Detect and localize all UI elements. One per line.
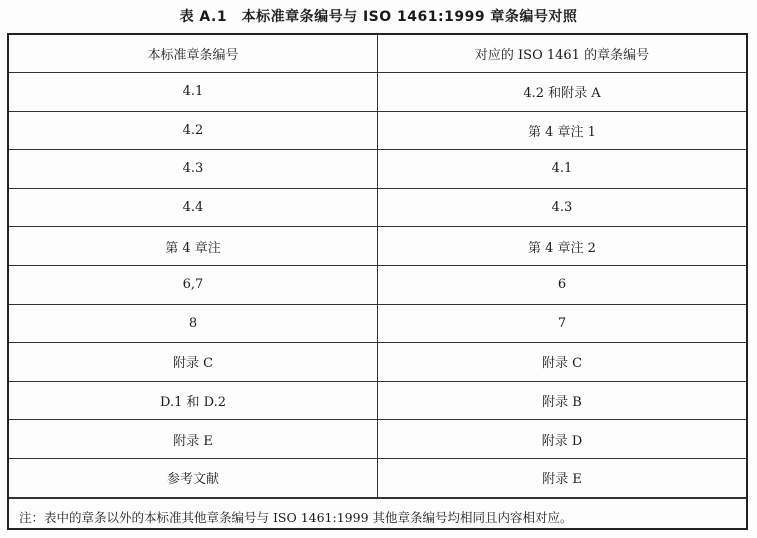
comparison-table — [9, 35, 746, 498]
table-row — [9, 111, 746, 150]
table-row — [9, 420, 746, 459]
cell-iso-1461: 4.1 — [378, 150, 747, 189]
table-row — [9, 458, 746, 497]
table-caption: 表 A.1 本标准章条编号与 ISO 1461:1999 章条编号对照 — [179, 9, 578, 25]
cell-iso-1461: 附录 B — [378, 381, 747, 420]
cell-iso-1461: 4.3 — [378, 188, 747, 227]
cell-iso-1461: 附录 C — [378, 343, 747, 382]
cell-iso-1461: 4.2 和附录 A — [378, 73, 747, 112]
cell-iso-1461: 附录 D — [378, 420, 747, 459]
cell-this-standard: 参考文献 — [9, 458, 378, 497]
cell-this-standard: 4.4 — [9, 188, 378, 227]
cell-iso-1461: 第 4 章注 2 — [378, 227, 747, 266]
cell-this-standard: 附录 C — [9, 343, 378, 382]
table-header-row — [9, 35, 746, 73]
table-row — [9, 188, 746, 227]
table-row — [9, 343, 746, 382]
table-row — [9, 73, 746, 112]
cell-this-standard: 4.2 — [9, 111, 378, 150]
table-row — [9, 265, 746, 304]
cell-this-standard: 8 — [9, 304, 378, 343]
cell-iso-1461: 6 — [378, 265, 747, 304]
cell-iso-1461: 附录 E — [378, 458, 747, 497]
cell-this-standard: 6,7 — [9, 265, 378, 304]
header-this-standard: 本标准章条编号 — [9, 35, 378, 73]
cell-this-standard: 4.3 — [9, 150, 378, 189]
header-iso-1461: 对应的 ISO 1461 的章条编号 — [378, 35, 747, 73]
cell-this-standard: D.1 和 D.2 — [9, 381, 378, 420]
table-row — [9, 227, 746, 266]
table-note: 注：表中的章条以外的本标准其他章条编号与 ISO 1461:1999 其他章条编号均相同且内容相对应。 — [9, 498, 746, 536]
table-row — [9, 150, 746, 189]
table-row — [9, 381, 746, 420]
cell-this-standard: 4.1 — [9, 73, 378, 112]
table-row — [9, 304, 746, 343]
comparison-table-frame — [7, 33, 748, 530]
cell-iso-1461: 第 4 章注 1 — [378, 111, 747, 150]
cell-this-standard: 附录 E — [9, 420, 378, 459]
cell-iso-1461: 7 — [378, 304, 747, 343]
cell-this-standard: 第 4 章注 — [9, 227, 378, 266]
